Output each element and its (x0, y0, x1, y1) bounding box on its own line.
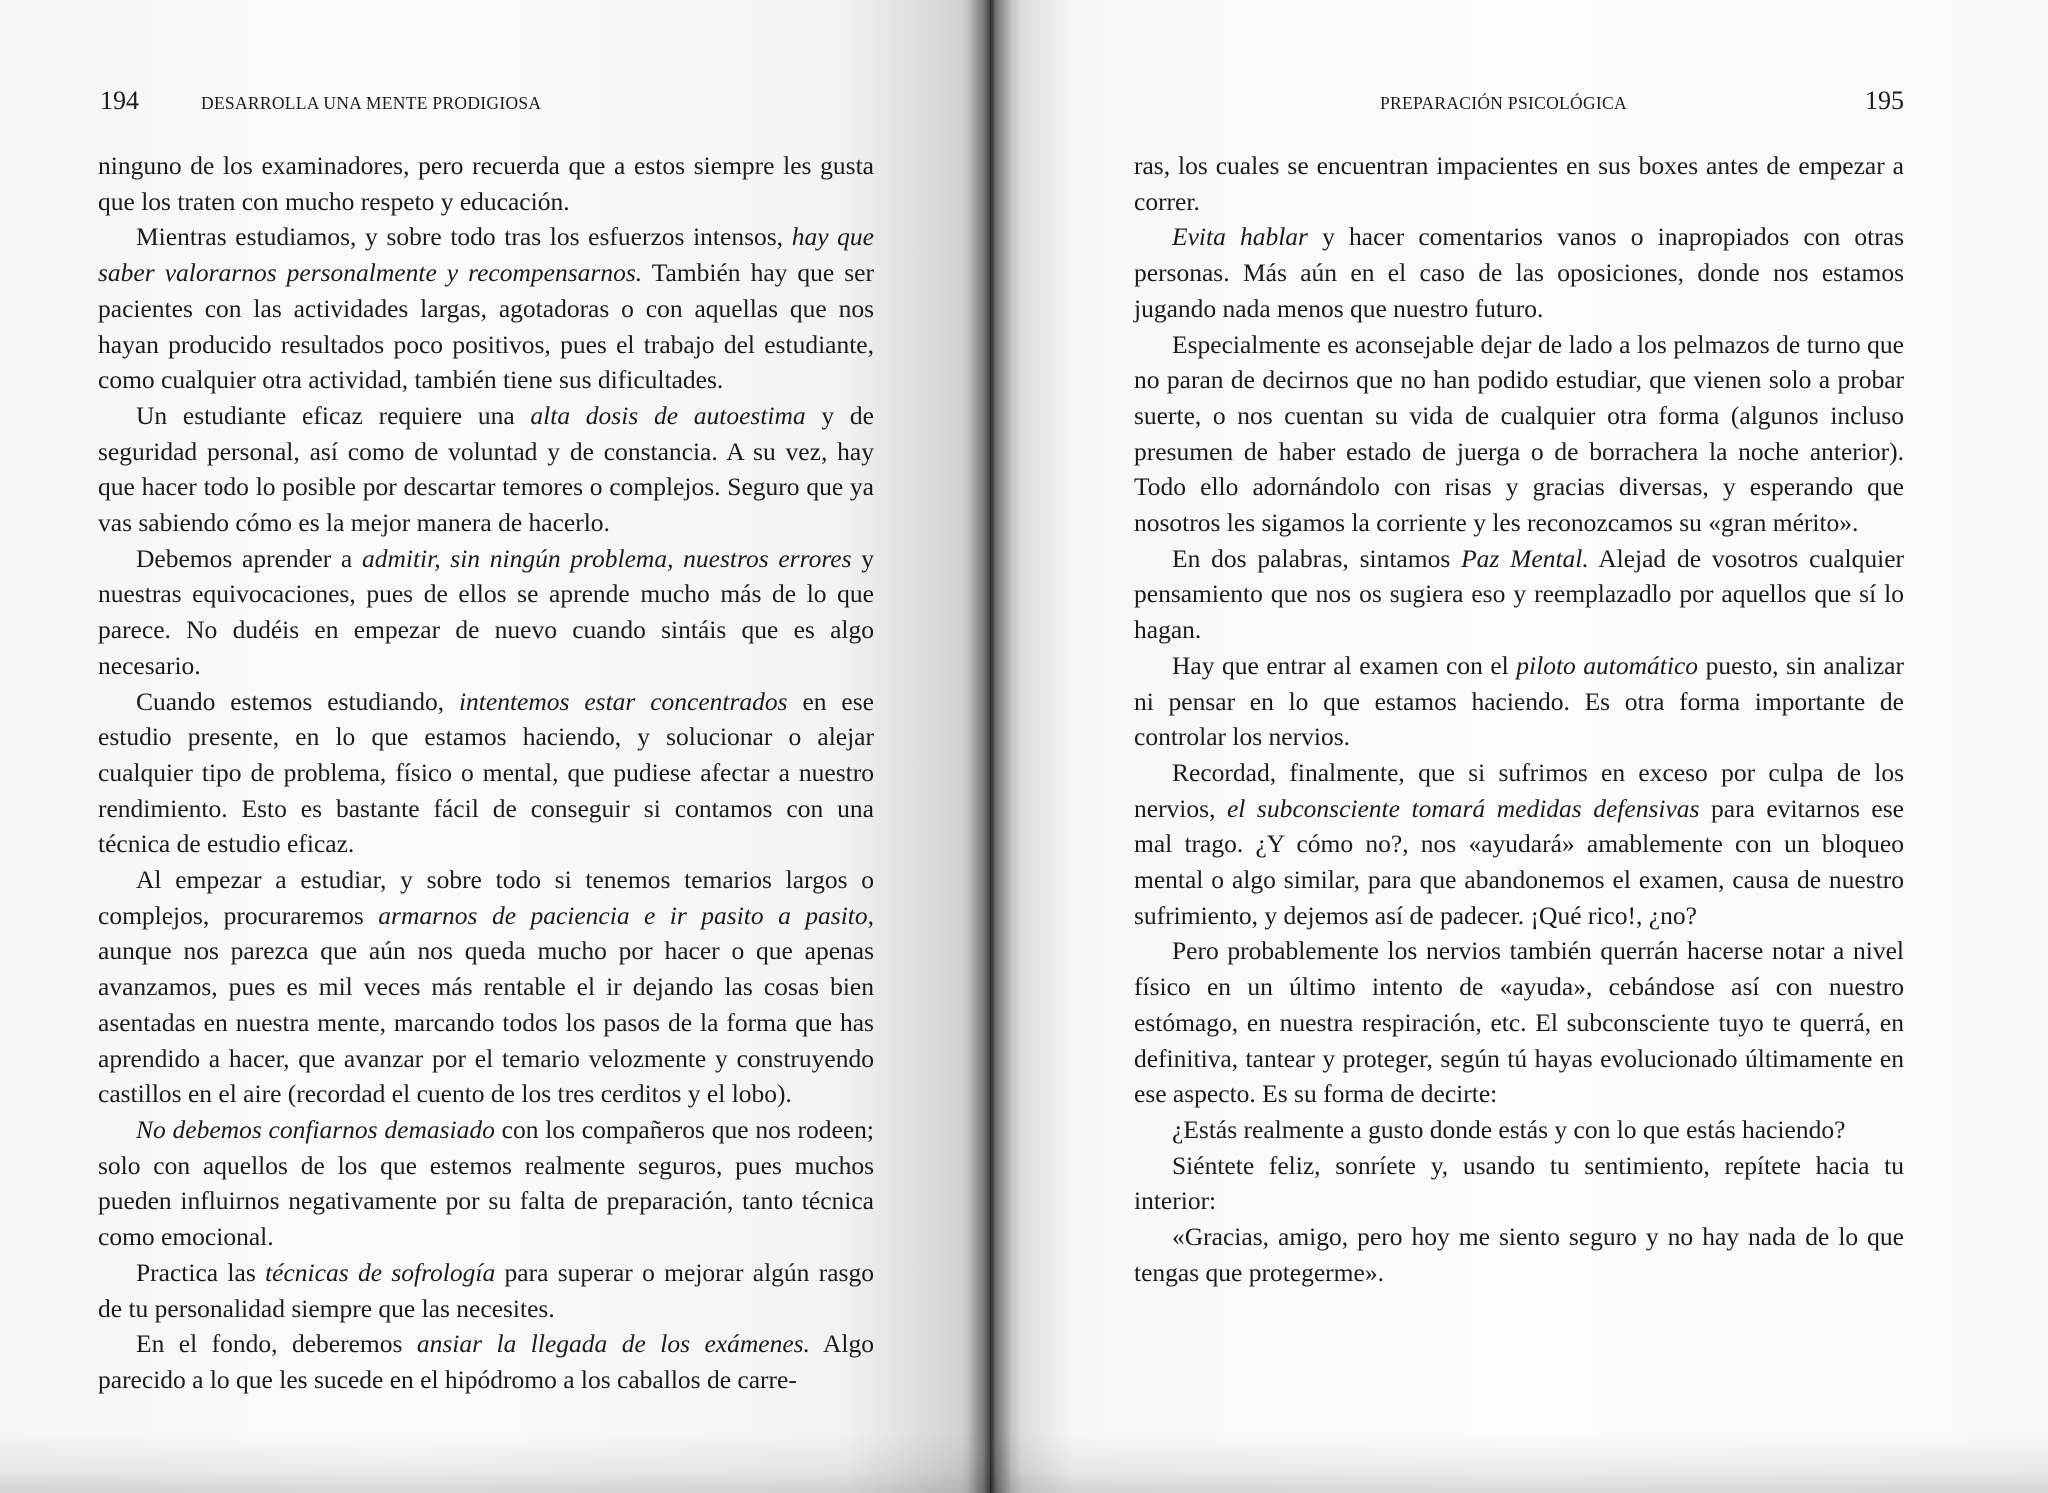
body-paragraph (1134, 148, 1904, 219)
page-number: 194 (100, 86, 139, 115)
emphasis-text: armarnos de paciencia e ir pasito a pasito, (378, 900, 874, 930)
page-number: 195 (1865, 86, 1904, 115)
paragraph-text: y hacer comentarios vanos o inapropiados con otras personas. Más aún en el caso de las oposiciones, donde nos estamos jugando nada menos que nuestro futuro. (1134, 222, 1904, 323)
paragraph-text: ninguno de los examinadores, pero recuerda que a estos siempre les gusta que los traten con mucho respeto y educación. (98, 151, 874, 216)
body-paragraph (98, 684, 874, 863)
paragraph-text: Practica las (136, 1257, 266, 1287)
paragraph-text: en ese estudio presente, en lo que estamos haciendo, y solucionar o alejar cualquier tipo de problema, físico o mental, que pudiese afectar a nuestro rendimiento. Esto es bastante fácil de conseguir si contamos con una técnica de estudio eficaz. (98, 686, 874, 859)
emphasis-text: ansiar la llegada de los exámenes. (416, 1329, 810, 1359)
paragraph-text: Un estudiante eficaz requiere una (136, 400, 531, 430)
body-paragraph (98, 1255, 874, 1326)
paragraph-text: Recordad, finalmente, que si sufrimos en exceso por culpa de los nervios, (1134, 757, 1904, 823)
paragraph-text: Pero probablemente los nervios también querrán hacerse notar a nivel físico en un último intento de «ayuda», cebándose así con nuestro estómago, en nuestra respiración, etc. El subconsciente tuyo te querrá, en definitiva, tantear y proteger, según tú hayas evolucionado últimamente en ese aspecto. Es su forma de decirte: (1134, 936, 1904, 1109)
body-paragraph (98, 398, 874, 541)
emphasis-text: Evita hablar (1172, 222, 1308, 252)
paragraph-text: Cuando estemos estudiando, (136, 686, 459, 716)
body-paragraph (1134, 1219, 1904, 1290)
paragraph-text: Alejad de vosotros cualquier pensamiento que nos os sugiera eso y reemplazadlo por aquellos que sí lo hagan. (1134, 543, 1905, 645)
body-paragraph (1134, 1112, 1904, 1148)
paragraph-text: aunque nos parezca que aún nos queda mucho por hacer o que apenas avanzamos, pues es mil veces más rentable el ir dejando las cosas bien asentadas en nuestra mente, marcando todos los pasos de la forma que has aprendido a hacer, que avanzar por el temario velozmente y construyendo castillos en el aire (recordad el cuento de los tres cerditos y el lobo). (98, 936, 874, 1109)
body-paragraph (1134, 327, 1904, 541)
paragraph-text: En el fondo, deberemos (136, 1329, 417, 1359)
paragraph-text: ras, los cuales se encuentran impacientes en sus boxes antes de empezar a correr. (1134, 151, 1904, 216)
paragraph-text: Al empezar a estudiar, y sobre todo si tenemos temarios largos o complejos, procuraremos (98, 865, 874, 930)
right-page (990, 0, 2048, 1493)
emphasis-text: el subconsciente tomará medidas defensivas (1226, 793, 1700, 823)
paragraph-text: para superar o mejorar algún rasgo de tu personalidad siempre que las necesites. (98, 1257, 874, 1323)
body-paragraph (98, 219, 874, 398)
paragraph-text: Hay que entrar al examen con el (1172, 650, 1517, 680)
emphasis-text: Paz Mental. (1461, 543, 1589, 573)
body-paragraph (98, 1326, 874, 1397)
emphasis-text: admitir, sin ningún problema, nuestros errores (361, 543, 852, 573)
paragraph-text: Algo parecido a lo que les sucede en el hipódromo a los caballos de carre- (98, 1329, 874, 1394)
right-page-header (1134, 86, 1904, 122)
emphasis-text: alta dosis de autoestima (530, 400, 806, 430)
body-paragraph (98, 541, 874, 684)
paragraph-text: En dos palabras, sintamos (1172, 543, 1462, 573)
paragraph-text: Especialmente es aconsejable dejar de lado a los pelmazos de turno que no paran de decirnos que no han podido estudiar, que vienen solo a probar suerte, o nos cuentan su vida de cualquier otra forma (algunos incluso presumen de haber estado de juerga o de borrachera la noche anterior). Todo ello adornándolo con risas y gracias diversas, y esperando que nosotros les sigamos la corriente y les reconozcamos su «gran mérito». (1134, 329, 1904, 538)
left-page-body (98, 148, 874, 1398)
running-head: DESARROLLA UNA MENTE PRODIGIOSA (201, 93, 542, 113)
emphasis-text: intentemos estar concentrados (458, 686, 788, 716)
paragraph-text: y de seguridad personal, así como de voluntad y de constancia. A su vez, hay que hacer todo lo posible por descartar temores o complejos. Seguro que ya vas sabiendo cómo es la mejor manera de hacerlo. (98, 400, 874, 538)
body-paragraph (98, 1112, 874, 1255)
paragraph-text: También hay que ser pacientes con las actividades largas, agotadoras o con aquellas que nos hayan producido resultados poco positivos, pues el trabajo del estudiante, como cualquier otra actividad, también tiene sus dificultades. (98, 258, 874, 395)
paragraph-text: para evitarnos ese mal trago. ¿Y cómo no?, nos «ayudará» amablemente con un bloqueo mental o algo similar, para que abandonemos el examen, causa de nuestro sufrimiento, y dejemos así de padecer. ¡Qué rico!, ¿no? (1134, 793, 1904, 930)
paragraph-text: Siéntete feliz, sonríete y, usando tu sentimiento, repítete hacia tu interior: (1134, 1150, 1904, 1216)
body-paragraph (1134, 933, 1904, 1112)
paragraph-text: ¿Estás realmente a gusto donde estás y con lo que estás haciendo? (1172, 1114, 1846, 1144)
emphasis-text: No debemos confiarnos demasiado (136, 1114, 495, 1144)
paragraph-text: «Gracias, amigo, pero hoy me siento seguro y no hay nada de lo que tengas que protegerme». (1134, 1222, 1904, 1287)
paragraph-text: Debemos aprender a (136, 543, 362, 573)
body-paragraph (98, 148, 874, 219)
body-paragraph (1134, 1148, 1904, 1219)
running-head: PREPARACIÓN PSICOLÓGICA (1380, 93, 1627, 113)
left-page-header (100, 86, 878, 122)
page-bottom-shadow (0, 1433, 2048, 1493)
right-page-body (1134, 148, 1904, 1291)
emphasis-text: piloto automático (1516, 650, 1699, 680)
body-paragraph (1134, 648, 1904, 755)
body-paragraph (1134, 755, 1904, 934)
emphasis-text: hay que saber valorarnos personalmente y recompensarnos. (98, 222, 875, 288)
paragraph-text: puesto, sin analizar ni pensar en lo que estamos haciendo. Es otra forma importante de controlar los nervios. (1134, 650, 1904, 752)
book-gutter (968, 0, 1012, 1493)
body-paragraph (1134, 219, 1904, 326)
paragraph-text: y nuestras equivocaciones, pues de ellos se aprende mucho más de lo que parece. No dudéis en empezar de nuevo cuando sintáis que es algo necesario. (98, 543, 875, 680)
paragraph-text: Mientras estudiamos, y sobre todo tras los esfuerzos intensos, (136, 222, 792, 252)
paragraph-text: con los compañeros que nos rodeen; solo con aquellos de los que estemos realmente seguros, pues muchos pueden influirnos negativamente por su falta de preparación, tanto técnica como emocional. (98, 1114, 874, 1252)
body-paragraph (1134, 541, 1904, 648)
left-page (0, 0, 990, 1493)
body-paragraph (98, 862, 874, 1112)
emphasis-text: técnicas de sofrología (265, 1257, 496, 1287)
